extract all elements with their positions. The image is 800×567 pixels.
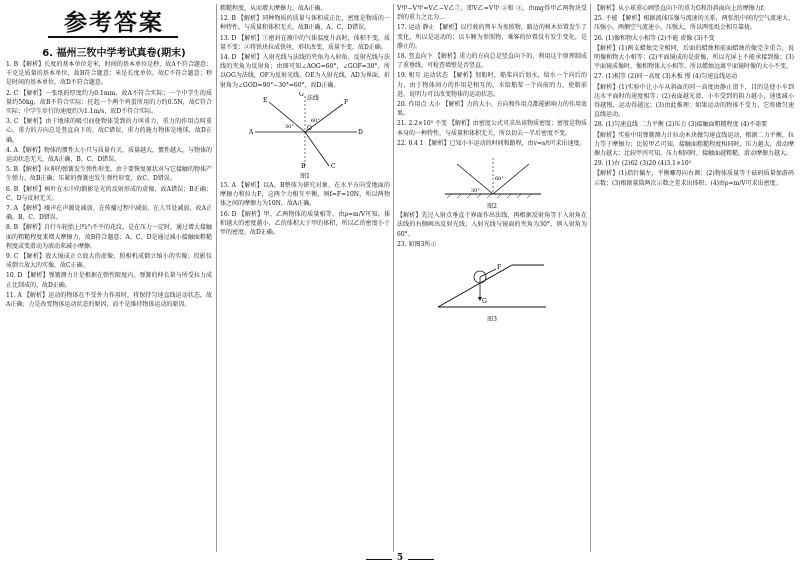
figure-1-caption: 图1 xyxy=(300,172,310,180)
column-4 xyxy=(594,4,794,556)
answer-item: 粗糙程度，从而增大摩擦力，故A正确。 xyxy=(220,5,327,12)
answer-item: 11. A 【解析】运动的物体在不受外力作用时，将保持匀速直线运动状态，故A正确；力是改变物体运动状态的原因，而不是维持物体运动的原因。 xyxy=(6,291,212,309)
fig3-gravity-label: G xyxy=(482,298,487,306)
answer-item: 3. C 【解析】由于地球的吸引而使物体受到的力叫重力，重力的作用点叫重心，重力的方向总是竖直向下的，故C错误，重力的施力物体是地球，故D正确。 xyxy=(6,118,212,144)
column-3 xyxy=(397,4,587,556)
answer-item: 16. D 【解析】甲、乙两物体的质量相等，由ρ=m/V可知，体积越大的密度越小，乙的体积大于甲的体积，所以乙的密度小于甲的密度，故D正确。 xyxy=(220,210,390,237)
answer-item: 12. B 【解析】同种物质的质量与体积成正比，密度是物质的一种特性，与质量和体积无关，故B正确，A、C、D错误。 xyxy=(220,15,390,32)
answer-item: 18. 竖直向下 【解析】重力的方向总是竖直向下的，利用这个原理制成了重垂线，可检查墙壁是否竖直。 xyxy=(397,53,587,70)
answer-item: 22. 0.4 1 【解析】已知小车运动的时间和路程，由v=s/t可求出速度。 xyxy=(397,139,586,147)
answer-item: 【解析】先过入射点垂直于界面作出法线，再根据反射角等于入射角在法线的右侧画出反射光线；入射光线与镜面的夹角为30°，则入射角为60°。 xyxy=(397,212,587,238)
fig1-normal-label: 法线 xyxy=(307,94,320,102)
answer-item: 6. B 【解析】树叶在水中的倒影是光的反射形成的虚像，故A错误；B正确；C、D与反射无关。 xyxy=(6,185,212,202)
answer-item: V甲−V甲=V乙−V乙⑦，即V乙=V甲 ②和 ③，由mg得甲乙两物块受到的重力之比为… xyxy=(397,5,587,22)
fig1-label-e: E xyxy=(263,96,268,104)
answer-item: 【解析】(1)实验中让小车从斜面的同一高度由静止滑下，目的是使小车到达水平面时的速度相等；(2)表面越光滑，小车受到的阻力越小，速度减小得越慢，运动得越远；(3)由此推理：如果运动的物体不受力，它将做匀速直线运动。 xyxy=(594,83,794,119)
answer-item: 26. (1)像和物大小相等 (2)不能 虚像 (3)不变 xyxy=(594,34,715,42)
fig1-angle-label-2: 60° xyxy=(311,117,320,124)
figure-2-mirror xyxy=(437,150,547,200)
fig1-label-d: D xyxy=(358,128,363,136)
answer-item: 8. B 【解析】自行车轮胎上凹凸不平的花纹，是在压力一定时，通过增大接触面的粗糙程度来增大摩擦力，故B符合题意；A、C、D是通过减小接触面粗糙程度或变滑动为滚动来减小摩擦。 xyxy=(6,224,212,250)
fig1-label-f: F xyxy=(344,98,349,106)
column-2 xyxy=(220,4,390,556)
figure-3-caption: 图3 xyxy=(487,316,497,324)
fig1-label-a: A xyxy=(249,128,254,136)
answer-item: 25. 不能 【解析】根据流体压强与流速的关系，两张纸中间的空气流速大、压强小，两侧空气流速小、压强大，所以两张纸会相互靠拢。 xyxy=(594,15,794,32)
column-1 xyxy=(6,60,212,555)
fig1-label-o: O xyxy=(307,124,312,132)
figure-2-caption: 图2 xyxy=(487,203,497,211)
answer-item: 19. 相互 运动状态 【解析】划船时，船桨向后划水，给水一个向后的力，由于物体间力的作用是相互的，水给船桨一个向前的力，使船前进，说明力可以改变物体的运动状态。 xyxy=(397,72,587,98)
answer-item: 【解析】(1)两支蜡烛完全相同，后面的蜡烛和前面蜡烛的像完全重合，说明像和物大小相等；(2)平面镜成的是虚像，所以光屏上不能承接到像；(3)平面镜成像时，像和物体大小相等，所以蜡烛远离平面镜时像的大小不变。 xyxy=(594,44,794,71)
answer-item: 【解析】(1)指针偏左，平衡螺母向右调；(2)物体质量等于砝码质量加游码示数；(3)根据量筒两次示数之差求出体积；(4)由ρ=m/V可求出密度。 xyxy=(594,170,794,187)
answer-item: 29. (1)右 (2)62 (3)20 (4)3.1×10³ xyxy=(594,160,692,168)
title-underline xyxy=(48,36,178,38)
fig1-angle-label: 30° xyxy=(285,123,294,130)
answer-item: 5. B 【解析】拉伸的弹簧发生弹性形变，由于要恢复原状对与它接触的物体产生弹力，故B正确；压紧的弹簧也发生弹性形变，故C、D错误。 xyxy=(6,166,212,183)
answer-item: 【解析】从小球重心画竖直向下的重力G和沿斜面向上的摩擦力f。 xyxy=(594,5,770,12)
fig2-angle-label: 30° xyxy=(471,188,480,195)
fig1-label-c: C xyxy=(331,162,336,170)
answer-item: 17. 运动 静止 【解析】以行驶的列车为参照物，路边的树木位置发生了变化，所以是运动的；以车厢为参照物，乘客的位置没有发生变化，是静止的。 xyxy=(397,24,587,50)
column-divider xyxy=(216,4,217,552)
page-number-rule-right xyxy=(408,559,434,560)
figure-3-incline xyxy=(432,251,552,313)
answer-item: 7. A 【解析】噪声在声源处减弱、在传播过程中减弱、在人耳处减弱，故A正确，B、C、D错误。 xyxy=(6,205,212,222)
page-title: 参考答案 xyxy=(64,10,164,36)
answer-item: 20. 作用点 大小 【解析】力的大小、方向和作用点都能影响力的作用效果。 xyxy=(397,101,587,118)
answer-item: 13. D 【解析】①密封在瓶中的气体温度升高时，体积不变，质量不变；②将铁块拉成铁丝，形状改变，质量不变，故D正确。 xyxy=(220,34,390,51)
answer-item: 28. (1)匀速直线 二力平衡 (2)压力 (3)接触面粗糙程度 (4)不需要 xyxy=(594,121,768,129)
column-divider xyxy=(590,4,591,552)
fig1-label-b: B xyxy=(301,162,306,170)
fig3-force-label: F xyxy=(497,264,502,272)
answer-item: 21. 2.2×10³ 不变 【解析】由密度公式可求出该物质密度；密度是物质本身的一种特性，与质量和体积无关，所以切去一半后密度不变。 xyxy=(397,120,587,137)
answer-item: 4. A 【解析】物体的惯性大小只与质量有关，质量越大，惯性越大，与物体的运动状态无关，故A正确，B、C、D错误。 xyxy=(6,146,212,164)
page-number: 5 xyxy=(396,553,404,563)
column-divider xyxy=(393,4,394,552)
figure-1-light-reflection xyxy=(245,92,365,170)
answer-item: 27. (1)相等 (2)同一高度 (3)木板 慢 (4)匀速直线运动 xyxy=(594,73,738,81)
answer-item: 【解析】实验中用弹簧测力计拉动木块做匀速直线运动，根据二力平衡，拉力等于摩擦力；比较甲乙可知，接触面粗糙程度相同时，压力越大，滑动摩擦力越大；比较甲丙可知，压力相同时，接触面越粗糙，滑动摩擦力越大。 xyxy=(594,131,794,158)
answer-item: 9. C 【解析】放大镜成正立放大的虚像；照相机成倒立缩小的实像；投影仪成倒立放大的实像，故C正确。 xyxy=(6,253,212,270)
answer-item: 2. C 【解析】一张纸的厚度约为0.1mm，故A不符合实际；一个中学生的质量约50kg，故B不符合实际；托起一个两个鸡蛋所用的力约0.5N，故C符合实际；中学生步行的速度约为1.1m/s，故D不符合实际。 xyxy=(6,89,212,116)
fig1-label-g: G xyxy=(299,91,304,98)
answer-item: 1. B 【解析】长度的基本单位是米，时间的基本单位是秒，故A不符合题意；千克是质量的基本单位，故B符合题意；米是长度单位，故C不符合题意；秒是时间的基本单位，故D不符合题意。 xyxy=(6,61,212,87)
answer-item: 10. D 【解析】弹簧测力计是根据在弹性限度内，弹簧的伸长量与所受拉力成正比制成的，故D正确。 xyxy=(6,272,212,289)
answer-item: 15. A 【解析】以A、B整体为研究对象，在水平方向受地面的摩擦力和拉力F，这两个力相互平衡，则f=F=10N，所以两物体之间的摩擦力为10N，故A正确。 xyxy=(220,182,390,208)
exam-subtitle: 6. 福州三牧中学考试真卷(期末) xyxy=(42,48,186,59)
fig2-angle-label-2: 60° xyxy=(495,176,504,183)
answer-item: 23. 如图3所示 xyxy=(397,240,437,248)
answer-item: 14. D 【解析】入射光线与法线的夹角为入射角，反射光线与法线的夹角为反射角；由图可知∠AOG=60°，∠GOF=30°，所以OG为法线，OF为反射光线，OE为入射光线，AD为界面，折射角为∠GOD=90°−30°=60°，故D正确。 xyxy=(220,54,390,89)
